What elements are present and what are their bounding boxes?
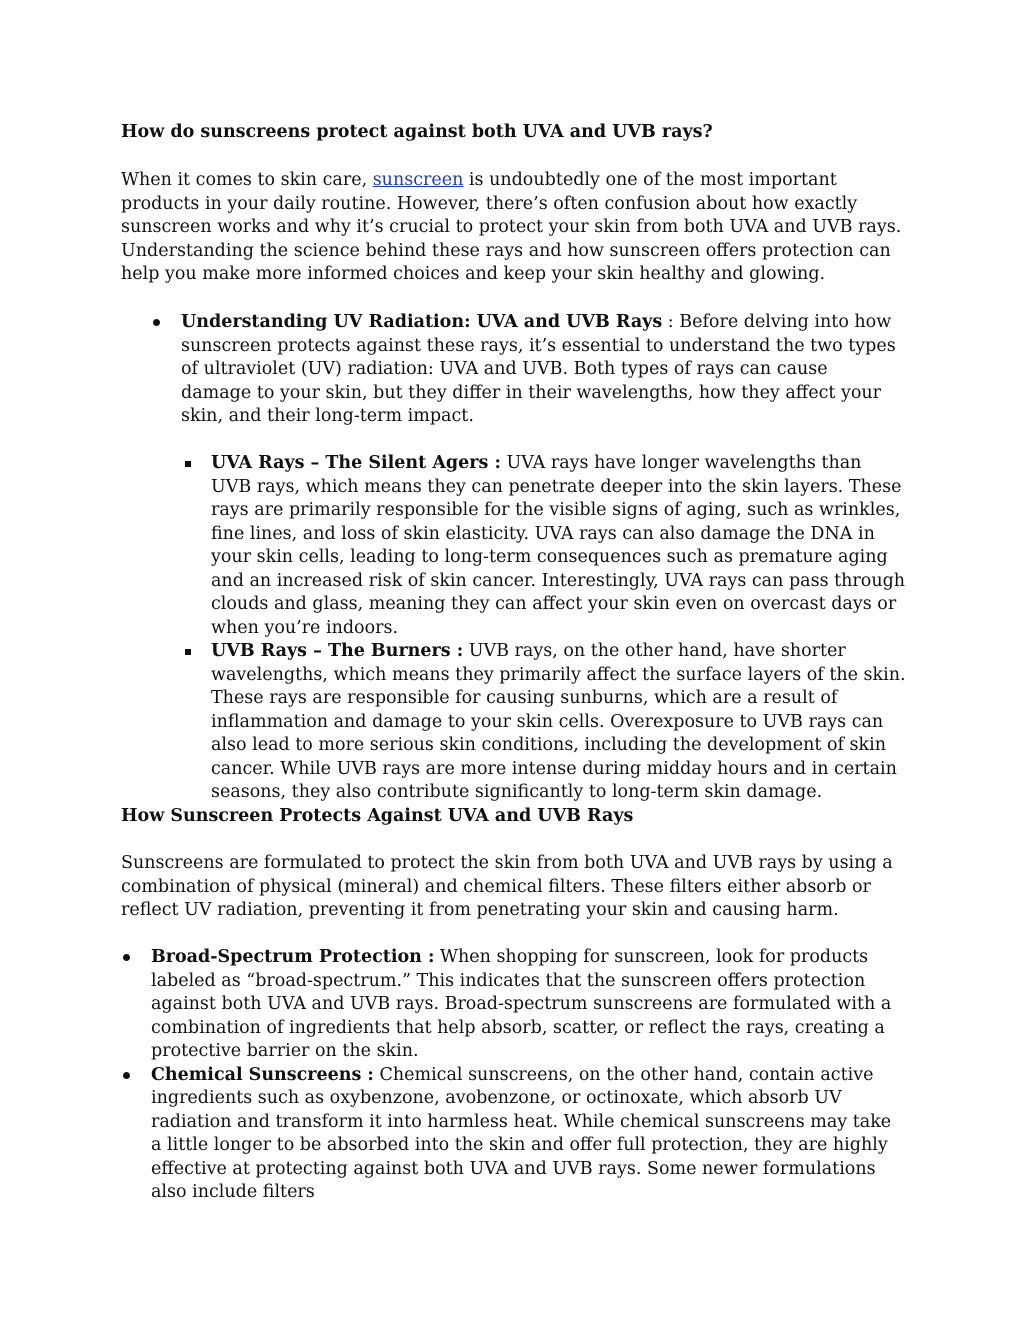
square-bullet-icon (185, 649, 191, 655)
term-uvb: UVB Rays – The Burners : (211, 641, 464, 661)
list-item-broad-spectrum (151, 946, 906, 1064)
uv-types-list (211, 452, 906, 805)
uv-radiation-text: : Before delving into how sunscreen protects against these rays, it’s essential to understand the two types of ultraviolet (UV) radiation: UVA and UVB. Both types of rays can cause damage to your skin, but they differ in their wavelengths, how they affect your skin, and their long-term impact. (181, 312, 896, 426)
heading-how-sunscreen-protects: How Sunscreen Protects Against UVA and UVB Rays (121, 806, 634, 826)
intro-text-end: is undoubtedly one of the most important products in your daily routine. However, there’s often confusion about how exactly sunscreen works and why it’s crucial to protect your skin from both UVA and UVB rays. Understanding the science behind these rays and how sunscreen offers protection can help you make more informed choices and keep your skin healthy and glowing. (121, 170, 902, 284)
list-item-chemical-sunscreens (151, 1064, 906, 1205)
protection-list (151, 946, 906, 1205)
list-item-uv-radiation (181, 311, 901, 429)
intro-text-start: When it comes to skin care, (121, 170, 373, 190)
term-broad-spectrum: Broad-Spectrum Protection : (151, 947, 435, 967)
bullet-icon (123, 954, 130, 961)
list-item-uva (211, 452, 906, 640)
intro-paragraph (121, 169, 911, 287)
uv-radiation-list (181, 311, 901, 429)
uva-text: UVA rays have longer wavelengths than UVB rays, which means they can penetrate deeper into the skin layers. These rays are primarily responsible for the visible signs of aging, such as wrinkles, fine lines, and loss of skin elasticity. UVA rays can also damage the DNA in your skin cells, leading to long-term consequences such as premature aging and an increased risk of skin cancer. Interestingly, UVA rays can pass through clouds and glass, meaning they can affect your skin even on overcast days or when you’re indoors. (211, 453, 906, 638)
broad-spectrum-text: When shopping for sunscreen, look for products labeled as “broad-spectrum.” This indicates that the sunscreen offers protection against both UVA and UVB rays. Broad-spectrum sunscreens are formulated with a combination of ingredients that help absorb, scatter, or reflect the rays, creating a protective barrier on the skin. (151, 947, 892, 1061)
bullet-icon (153, 319, 160, 326)
heading-uva-uvb: How do sunscreens protect against both UVA and UVB rays? (121, 122, 713, 142)
term-chemical-sunscreens: Chemical Sunscreens : (151, 1064, 374, 1085)
term-uva: UVA Rays – The Silent Agers : (211, 453, 501, 473)
list-item-uvb (211, 640, 906, 805)
uvb-text: UVB rays, on the other hand, have shorter wavelengths, which means they primarily affect the surface layers of the skin. These rays are responsible for causing sunburns, which are a result of inflammation and damage to your skin cells. Overexposure to UVB rays can also lead to more serious skin conditions, including the development of skin cancer. While UVB rays are more intense during midday hours and in certain seasons, they also contribute significantly to long-term skin damage. (211, 641, 906, 802)
chemical-sunscreens-text: Chemical sunscreens, on the other hand, contain active ingredients such as oxybenzone, avobenzone, or octinoxate, which absorb UV radiation and transform it into harmless heat. While chemical sunscreens may take a little longer to be absorbed into the skin and offer full protection, they are highly effective at protecting against both UVA and UVB rays. Some newer formulations also include filters (151, 1064, 892, 1202)
bullet-icon (123, 1072, 130, 1079)
square-bullet-icon (185, 461, 191, 467)
sunscreen-filters-paragraph: Sunscreens are formulated to protect the skin from both UVA and UVB rays by using a combination of physical (mineral) and chemical filters. These filters either absorb or reflect UV radiation, preventing it from penetrating your skin and causing harm. (121, 853, 893, 920)
sunscreen-link[interactable]: sunscreen (372, 170, 464, 190)
term-uv-radiation: Understanding UV Radiation: UVA and UVB Rays (181, 312, 663, 332)
